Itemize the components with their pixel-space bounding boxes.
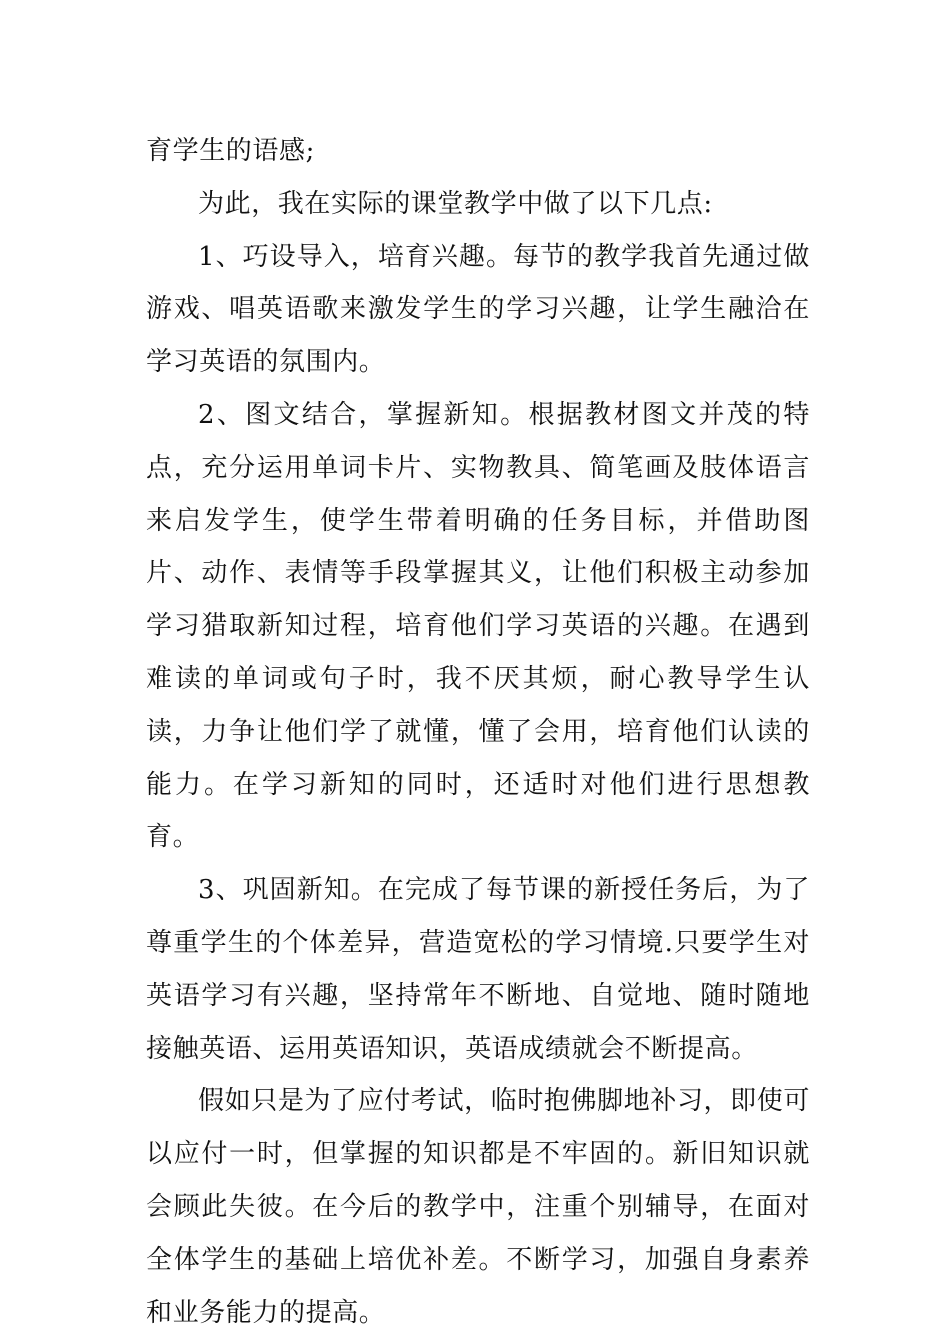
paragraph-point-1: 1、巧设导入，培育兴趣。每节的教学我首先通过做游戏、唱英语歌来激发学生的学习兴趣，让学生融洽在学习英语的氛围内。 — [146, 241, 810, 378]
document-body — [146, 125, 810, 1339]
paragraph-conclusion: 假如只是为了应付考试，临时抱佛脚地补习，即使可以应付一时，但掌握的知识都是不牢固的。新旧知识就会顾此失彼。在今后的教学中，注重个别辅导，在面对全体学生的基础上培优补差。不断学习，加强自身素养和业务能力的提高。 — [146, 1086, 810, 1328]
paragraph-point-3: 3、巩固新知。在完成了每节课的新授任务后，为了尊重学生的个体差异，营造宽松的学习情境.只要学生对英语学习有兴趣，坚持常年不断地、自觉地、随时随地接触英语、运用英语知识，英语成绩就会不断提高。 — [146, 875, 810, 1064]
paragraph-continuation: 育学生的语感; — [146, 136, 315, 166]
paragraph-point-2: 2、图文结合，掌握新知。根据教材图文并茂的特点，充分运用单词卡片、实物教具、简笔画及肢体语言来启发学生，使学生带着明确的任务目标，并借助图片、动作、表情等手段掌握其义，让他们积极主动参加学习猎取新知过程，培育他们学习英语的兴趣。在遇到难读的单词或句子时，我不厌其烦，耐心教导学生认读，力争让他们学了就懂，懂了会用，培育他们认读的能力。在学习新知的同时，还适时对他们进行思想教育。 — [146, 399, 810, 853]
paragraph-intro: 为此，我在实际的课堂教学中做了以下几点: — [198, 188, 713, 219]
